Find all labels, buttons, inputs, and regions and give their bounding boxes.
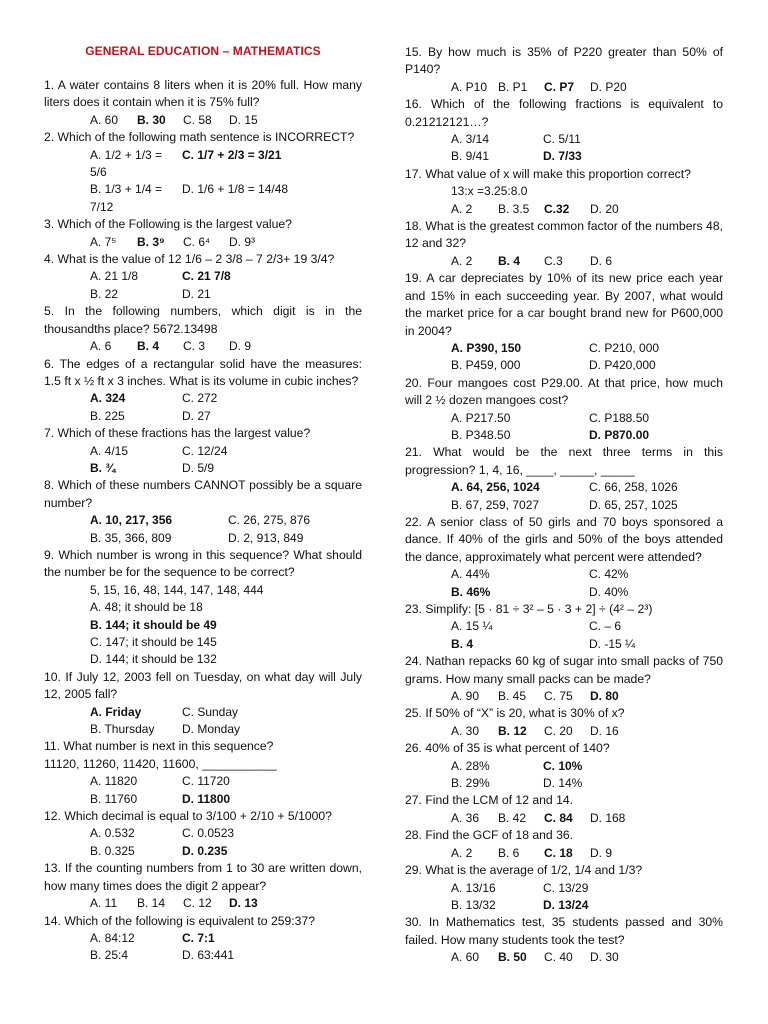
answer-options [405,201,723,218]
answer-options [405,810,723,827]
question-detail: 5, 15, 16, 48, 144, 147, 148, 444 [90,582,264,597]
question-detail: 11120, 11260, 11420, 11600, ___________ [44,756,277,771]
question-text: 24. Nathan repacks 60 kg of sugar into small packs of 750 grams. How many small packs can be made? [405,654,723,686]
answer-option-correct: A. 10, 217, 356 [90,513,173,528]
answer-option-correct: B. 3⁹ [137,234,165,249]
answer-options [405,131,723,166]
answer-options [44,268,362,303]
answer-options [44,147,362,217]
answer-option: C. 58 [183,112,212,127]
answer-option: A. 11 [90,896,118,911]
answer-option: B. 35, 366, 809 [90,530,172,545]
question-item [405,827,723,862]
question-item [405,166,723,218]
question-item [405,792,723,827]
question-item [405,705,723,740]
answer-option-correct: B. 144; it should be 49 [90,617,217,632]
question-item [405,375,723,445]
answer-option: C. 12/24 [182,443,228,458]
answer-option: A. 48; it should be 18 [90,600,203,615]
question-text: 29. What is the average of 1/2, 1/4 and 1/3? [405,863,643,878]
answer-options [44,443,362,478]
answer-option: A. 2 [451,845,473,860]
answer-option-correct: A. 64, 256, 1024 [451,480,540,495]
answer-options [44,512,362,547]
answer-option-correct: B. 30 [137,112,166,127]
answer-options [405,723,723,740]
answer-options [405,479,723,514]
question-text: 5. In the following numbers, which digit is in the thousandths place? 5672.13498 [44,304,362,336]
question-item [405,270,723,374]
answer-option-correct: D. 11800 [182,791,231,806]
answer-option-correct: D. P870.00 [589,427,650,442]
answer-option-correct: C. 84 [544,810,573,825]
answer-option: D. 21 [182,286,211,301]
question-item [405,740,723,792]
answer-option-correct: C. 18 [544,845,573,860]
question-text: 27. Find the LCM of 12 and 14. [405,793,574,808]
answer-option: C. 26, 275, 876 [228,513,311,528]
answer-option: B. 45 [498,689,527,704]
question-text: 3. Which of the Following is the largest value? [44,217,292,232]
answer-options [44,895,362,912]
question-text: 15. By how much is 35% of P220 greater than 50% of P140? [405,45,723,77]
answer-option: A. 11820 [90,774,138,789]
answer-option: B. 29% [451,776,490,791]
answer-option: C. 40 [544,950,573,965]
answer-option: D. 14% [543,776,583,791]
answer-options [405,688,723,705]
question-text: 28. Find the GCF of 18 and 36. [405,828,574,843]
answer-option: C. 13/29 [543,880,589,895]
answer-option: D. 2, 913, 849 [228,530,304,545]
question-item [44,477,362,547]
answer-option: C. 42% [589,567,629,582]
question-item [44,669,362,739]
answer-options [405,566,723,601]
left-column [44,44,362,965]
answer-option-correct: C. 21 7/8 [182,269,231,284]
answer-option: C. P210, 000 [589,340,660,355]
answer-option: B. 42 [498,810,527,825]
answer-options [44,930,362,965]
answer-option: A. 28% [451,758,490,773]
question-text: 23. Simplify: [5 · 81 ÷ 3² – 5 · 3 + 2] ÷ (4² – 2³) [405,602,653,616]
answer-option: D. 30 [590,950,619,965]
answer-option: B. 25:4 [90,948,129,963]
answer-option: D. 144; it should be 132 [90,652,217,667]
answer-option: D. 9³ [229,234,256,249]
question-item [405,96,723,166]
answer-option-correct: D. 7/33 [543,149,582,164]
question-item [44,425,362,477]
answer-option-correct: B. 50 [498,950,527,965]
answer-option: B. 0.325 [90,843,135,858]
answer-option: C. 20 [544,723,573,738]
question-item [405,914,723,966]
question-text: 17. What value of x will make this proportion correct? [405,166,691,181]
answer-option: D. 27 [182,408,211,423]
question-text: 2. Which of the following math sentence is INCORRECT? [44,130,355,145]
answer-option-correct: B. 12 [498,723,527,738]
question-text: 11. What number is next in this sequence? [44,739,274,754]
question-item [405,218,723,270]
answer-option: A. 84:12 [90,930,135,945]
right-column [405,44,723,967]
answer-option-correct: B. 4 [137,339,160,354]
answer-option: D. 1/6 + 1/8 = 14/48 [182,182,289,197]
answer-option: A. 1/2 + 1/3 = 5/6 [90,147,163,180]
answer-option: C. 0.0523 [182,826,235,841]
answer-option: A. 0.532 [90,826,135,841]
question-item [44,251,362,303]
answer-options [44,599,362,669]
answer-option-correct: C. 1/7 + 2/3 = 3/21 [182,147,282,162]
answer-options [405,79,723,96]
answer-option-correct: B. 4 [498,253,521,268]
question-text: 30. In Mathematics test, 35 students passed and 30% failed. How many students took the test? [405,915,723,947]
answer-option: C. 272 [182,391,218,406]
question-text: 9. Which number is wrong in this sequence? What should the number be for the sequence to be correct? [44,547,362,580]
answer-option: A. 2 [451,253,473,268]
answer-option: A. 21 1/8 [90,269,139,284]
question-text: 12. Which decimal is equal to 3/100 + 2/10 + 5/1000? [44,809,332,824]
question-item [44,77,362,129]
question-item [405,601,723,653]
answer-option: A. 36 [451,810,480,825]
answer-option: A. 30 [451,723,480,738]
answer-options [405,618,723,653]
answer-option: A. 7⁵ [90,234,117,249]
answer-option: D. 15 [229,112,258,127]
answer-option: D. 9 [229,339,252,354]
answer-option: C. 3 [183,339,206,354]
answer-option: B. P348.50 [451,427,511,442]
answer-option: B. 3.5 [498,201,530,216]
answer-option-correct: D. 13 [229,896,258,911]
answer-option: D. 6 [590,253,613,268]
answer-option-correct: D. 80 [590,689,619,704]
answer-option-correct: C. 10% [543,758,583,773]
answer-option: A. 44% [451,567,490,582]
answer-option: D. 65, 257, 1025 [589,497,678,512]
answer-option: D. 63:441 [182,948,235,963]
question-item [44,356,362,426]
answer-option: C. P188.50 [589,410,650,425]
answer-option: A. P10 [451,79,488,94]
answer-option-correct: D. 0.235 [182,843,228,858]
answer-option: D. P20 [590,79,627,94]
answer-option: B. P459, 000 [451,358,521,373]
answer-option: A. 3/14 [451,132,490,147]
question-item [44,808,362,860]
answer-options [44,390,362,425]
question-item [405,444,723,514]
question-item [44,216,362,251]
answer-option: A. 15 ¼ [451,619,493,634]
answer-option: C. 5/11 [543,132,581,147]
answer-options [44,112,362,129]
question-text: 10. If July 12, 2003 fell on Tuesday, on what day will July 12, 2005 fall? [44,669,362,702]
answer-options [44,234,362,251]
answer-option: A. 60 [90,112,119,127]
answer-option-correct: D. 13/24 [543,897,589,912]
answer-option: C. 75 [544,689,573,704]
answer-option: D. 20 [590,201,619,216]
question-text: 13. If the counting numbers from 1 to 30 are written down, how many times does the digit 2 appear? [44,861,362,893]
answer-option: D. 5/9 [182,460,215,475]
answer-option: D. 40% [589,584,629,599]
answer-option: C. 12 [183,896,212,911]
answer-option: A. P217.50 [451,410,511,425]
answer-options [405,340,723,375]
answer-option: B. 11760 [90,791,138,806]
answer-option: B. Thursday [90,722,155,737]
question-text: 7. Which of these fractions has the largest value? [44,426,311,441]
answer-option: A. 13/16 [451,880,496,895]
question-text: 26. 40% of 35 is what percent of 140? [405,741,610,756]
question-text: 14. Which of the following is equivalent to 259:37? [44,913,316,928]
answer-option: D. -15 ¼ [589,636,636,651]
question-text: 8. Which of these numbers CANNOT possibly be a square number? [44,478,362,510]
question-text: 25. If 50% of “X” is 20, what is 30% of x? [405,706,625,721]
question-item [44,547,362,669]
answer-options [44,773,362,808]
answer-options [405,410,723,445]
answer-option: C. – 6 [589,619,622,634]
question-text: 22. A senior class of 50 girls and 70 boys sponsored a dance. If 40% of the girls and 50% of the boys attended the dance, approximately what percent were attended? [405,514,723,564]
answer-option: C. 6⁴ [183,234,211,249]
question-text: 16. Which of the following fractions is equivalent to 0.21212121…? [405,97,723,129]
question-item [405,653,723,705]
answer-option: C. 147; it should be 145 [90,635,217,649]
answer-option: D. Monday [182,722,241,737]
answer-option: B. 22 [90,286,119,301]
answer-options [405,845,723,862]
question-text: 19. A car depreciates by 10% of its new price each year and 15% in each succeeding year. By 2007, what would the market price for a car bought brand new for P600,000 in 2004? [405,271,723,338]
answer-option-correct: B. ¾ [90,460,116,475]
answer-options [405,253,723,270]
question-item [405,862,723,914]
answer-option: A. 4/15 [90,443,129,458]
answer-option: B. 1/3 + 1/4 = 7/12 [90,182,163,214]
answer-option: A. 90 [451,689,480,704]
answer-options [405,758,723,793]
answer-option-correct: A. P390, 150 [451,340,522,355]
answer-option: B. 14 [137,896,166,911]
answer-option-correct: A. Friday [90,704,142,719]
answer-options [44,825,362,860]
question-item [405,44,723,96]
answer-option: D. 9 [590,845,613,860]
answer-options [405,949,723,966]
answer-option: C. 11720 [182,774,230,789]
question-text: 18. What is the greatest common factor of the numbers 48, 12 and 32? [405,219,723,251]
question-item [44,303,362,355]
answer-option: B. 6 [498,845,520,860]
question-text: 4. What is the value of 12 1/6 – 2 3/8 – 7 2/3+ 19 3/4? [44,252,335,267]
answer-option: B. 13/32 [451,897,496,912]
answer-option-correct: C. 7:1 [182,930,215,945]
answer-option-correct: C.32 [544,201,570,216]
answer-option: D. 16 [590,723,619,738]
answer-option: B. P1 [498,79,528,94]
answer-option: D. P420,000 [589,358,656,373]
question-text: 6. The edges of a rectangular solid have the measures: 1.5 ft x ½ ft x 3 inches. What is its volume in cubic inches? [44,356,362,388]
answer-option: A. 6 [90,339,112,354]
question-text: 20. Four mangoes cost P29.00. At that price, how much will 2 ½ dozen mangoes cost? [405,375,723,408]
answer-options [44,704,362,739]
answer-option: A. 2 [451,201,473,216]
answer-option: B. 67, 259, 7027 [451,497,540,512]
answer-option: C. 66, 258, 1026 [589,480,678,495]
question-item [44,913,362,965]
question-text: 21. What would be the next three terms in this progression? 1, 4, 16, ____, _____, _____ [405,445,723,477]
question-item [44,129,362,216]
question-item [44,860,362,912]
answer-option: B. 9/41 [451,149,490,164]
answer-option: C.3 [544,253,563,268]
answer-option: A. 60 [451,950,480,965]
question-detail: 13:x =3.25:8.0 [451,184,528,199]
answer-option-correct: A. 324 [90,391,126,406]
question-text: 1. A water contains 8 liters when it is 20% full. How many liters does it contain when it is 75% full? [44,78,362,110]
answer-option-correct: C. P7 [544,79,575,94]
answer-options [44,338,362,355]
answer-option-correct: B. 4 [451,636,474,651]
answer-option: D. 168 [590,810,626,825]
answer-option: C. Sunday [182,704,239,719]
answer-option: B. 225 [90,408,125,423]
question-item [405,514,723,601]
page-title: GENERAL EDUCATION – MATHEMATICS [85,44,321,58]
question-item [44,738,362,808]
answer-option-correct: B. 46% [451,584,491,599]
answer-options [405,880,723,915]
